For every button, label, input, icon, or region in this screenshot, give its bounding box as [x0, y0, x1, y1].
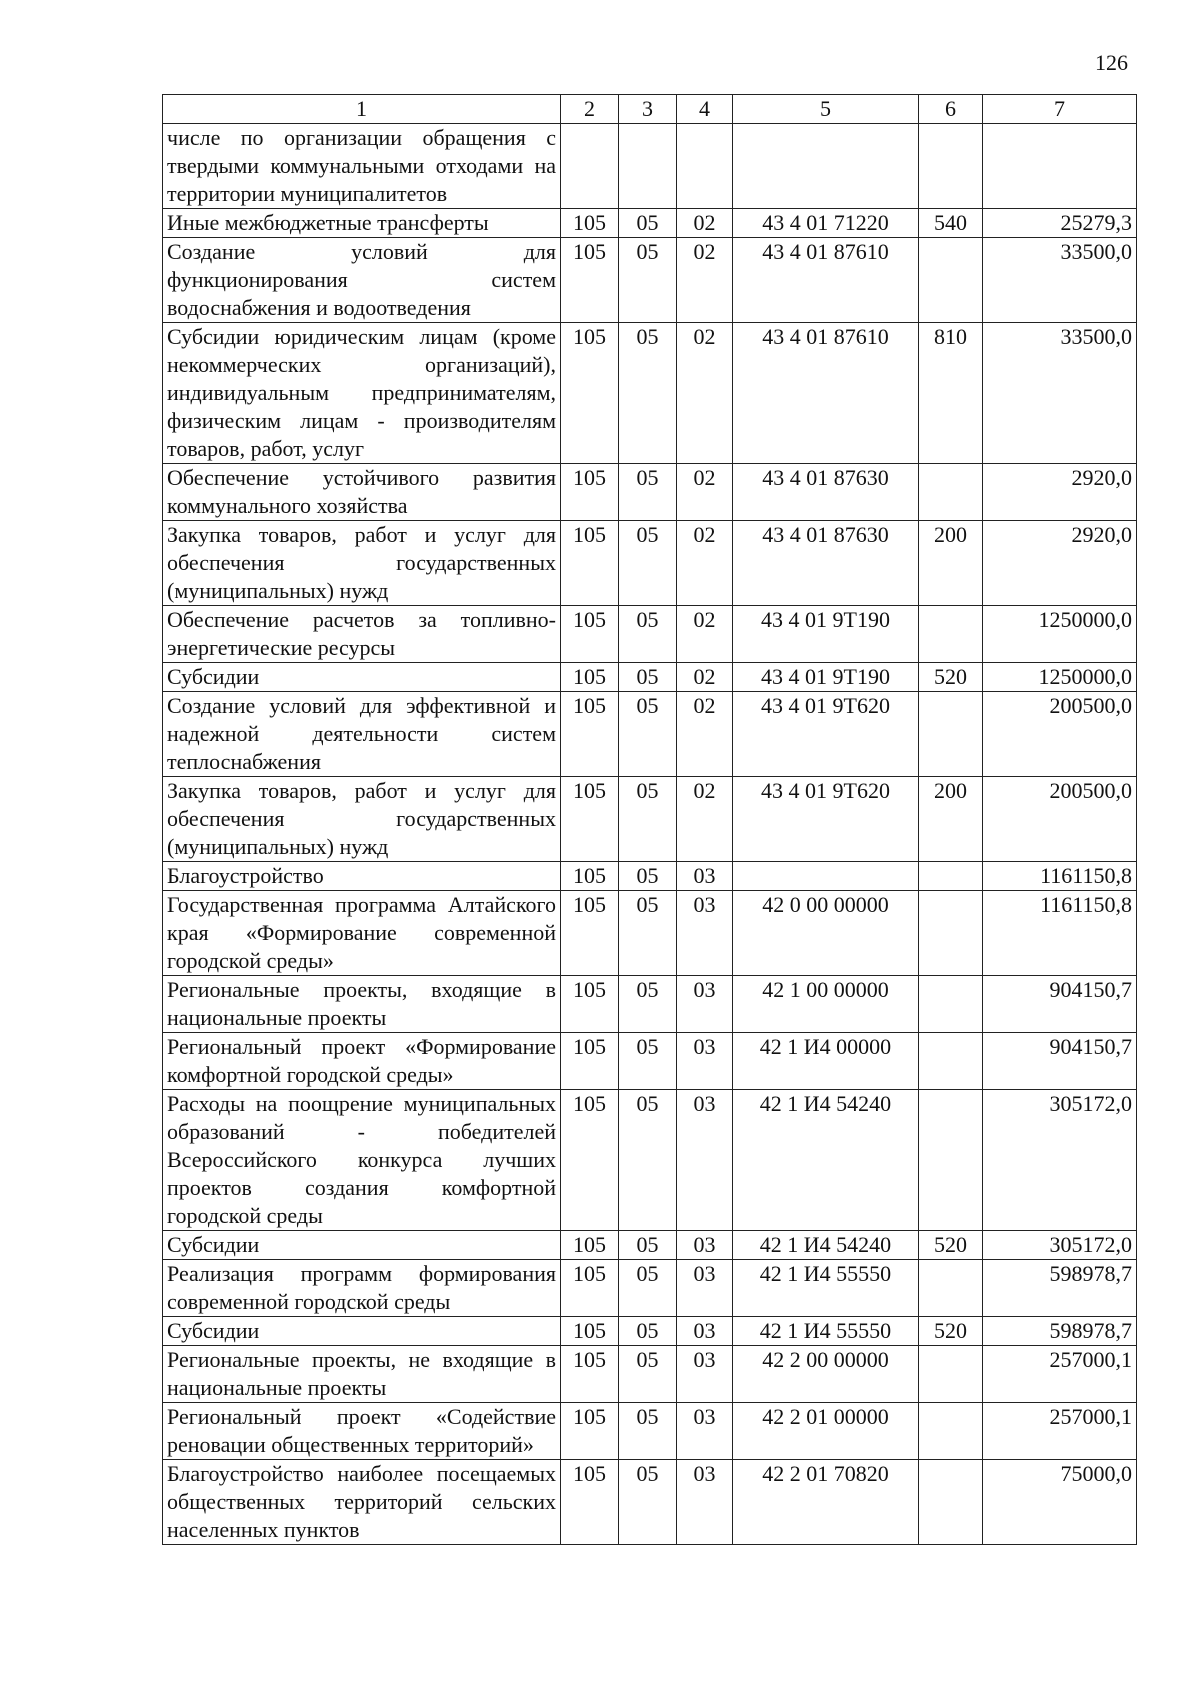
table-row — [163, 1403, 1137, 1460]
ministry-code-cell: 105 — [561, 209, 619, 238]
column-header-2: 2 — [561, 95, 619, 124]
table-row — [163, 777, 1137, 862]
target-article-cell: 42 1 00 00000 — [733, 976, 919, 1033]
ministry-code-cell: 105 — [561, 862, 619, 891]
ministry-code-cell: 105 — [561, 1403, 619, 1460]
target-article-cell: 42 1 И4 00000 — [733, 1033, 919, 1090]
amount-cell: 305172,0 — [983, 1090, 1137, 1231]
expense-name-cell: Создание условий для эффективной и надежной деятельности систем теплоснабжения — [163, 692, 561, 777]
target-article-cell: 42 2 01 70820 — [733, 1460, 919, 1545]
target-article-cell: 43 4 01 87630 — [733, 464, 919, 521]
section-code-cell: 05 — [619, 1460, 677, 1545]
amount-cell: 598978,7 — [983, 1260, 1137, 1317]
section-code-cell: 05 — [619, 777, 677, 862]
expense-type-cell — [919, 1460, 983, 1545]
amount-cell: 1250000,0 — [983, 663, 1137, 692]
target-article-cell: 43 4 01 9Т190 — [733, 606, 919, 663]
expense-type-cell: 520 — [919, 1231, 983, 1260]
ministry-code-cell: 105 — [561, 1090, 619, 1231]
table-row — [163, 1460, 1137, 1545]
target-article-cell: 42 2 01 00000 — [733, 1403, 919, 1460]
budget-table — [162, 94, 1137, 1545]
amount-cell: 904150,7 — [983, 976, 1137, 1033]
table-row — [163, 862, 1137, 891]
subsection-code-cell: 03 — [677, 1260, 733, 1317]
expense-name-cell: Закупка товаров, работ и услуг для обеспечения государственных (муниципальных) нужд — [163, 521, 561, 606]
table-row — [163, 1033, 1137, 1090]
subsection-code-cell: 03 — [677, 1033, 733, 1090]
ministry-code-cell: 105 — [561, 777, 619, 862]
section-code-cell: 05 — [619, 976, 677, 1033]
amount-cell: 33500,0 — [983, 323, 1137, 464]
ministry-code-cell: 105 — [561, 663, 619, 692]
subsection-code-cell: 03 — [677, 1403, 733, 1460]
expense-type-cell — [919, 606, 983, 663]
ministry-code-cell: 105 — [561, 1231, 619, 1260]
expense-name-cell: Региональные проекты, не входящие в национальные проекты — [163, 1346, 561, 1403]
amount-cell: 25279,3 — [983, 209, 1137, 238]
target-article-cell: 43 4 01 9Т190 — [733, 663, 919, 692]
ministry-code-cell: 105 — [561, 323, 619, 464]
table-row — [163, 209, 1137, 238]
section-code-cell: 05 — [619, 1346, 677, 1403]
subsection-code-cell: 02 — [677, 521, 733, 606]
target-article-cell: 43 4 01 87630 — [733, 521, 919, 606]
amount-cell: 2920,0 — [983, 521, 1137, 606]
expense-name-cell: Расходы на поощрение муниципальных образований - победителей Всероссийского конкурса лучших проектов создания комфортной городской среды — [163, 1090, 561, 1231]
expense-name-cell: Региональный проект «Формирование комфортной городской среды» — [163, 1033, 561, 1090]
expense-name-cell: числе по организации обращения с твердыми коммунальными отходами на территории муниципалитетов — [163, 124, 561, 209]
ministry-code-cell: 105 — [561, 891, 619, 976]
amount-cell: 33500,0 — [983, 238, 1137, 323]
expense-name-cell: Реализация программ формирования современной городской среды — [163, 1260, 561, 1317]
ministry-code-cell: 105 — [561, 1317, 619, 1346]
subsection-code-cell: 03 — [677, 1460, 733, 1545]
section-code-cell: 05 — [619, 1403, 677, 1460]
subsection-code-cell: 02 — [677, 209, 733, 238]
section-code-cell: 05 — [619, 1090, 677, 1231]
section-code-cell: 05 — [619, 891, 677, 976]
amount-cell: 257000,1 — [983, 1346, 1137, 1403]
expense-name-cell: Субсидии — [163, 663, 561, 692]
target-article-cell: 42 0 00 00000 — [733, 891, 919, 976]
expense-name-cell: Закупка товаров, работ и услуг для обеспечения государственных (муниципальных) нужд — [163, 777, 561, 862]
ministry-code-cell: 105 — [561, 976, 619, 1033]
table-row — [163, 238, 1137, 323]
section-code-cell: 05 — [619, 323, 677, 464]
target-article-cell — [733, 124, 919, 209]
expense-type-cell: 810 — [919, 323, 983, 464]
amount-cell: 200500,0 — [983, 777, 1137, 862]
subsection-code-cell: 02 — [677, 323, 733, 464]
table-row — [163, 692, 1137, 777]
expense-type-cell — [919, 1403, 983, 1460]
subsection-code-cell: 02 — [677, 663, 733, 692]
target-article-cell: 43 4 01 87610 — [733, 238, 919, 323]
expense-name-cell: Иные межбюджетные трансферты — [163, 209, 561, 238]
subsection-code-cell — [677, 124, 733, 209]
subsection-code-cell: 03 — [677, 862, 733, 891]
amount-cell: 257000,1 — [983, 1403, 1137, 1460]
expense-name-cell: Государственная программа Алтайского края «Формирование современной городской среды» — [163, 891, 561, 976]
expense-type-cell — [919, 1090, 983, 1231]
expense-type-cell — [919, 464, 983, 521]
expense-type-cell — [919, 692, 983, 777]
expense-type-cell — [919, 1033, 983, 1090]
subsection-code-cell: 03 — [677, 1346, 733, 1403]
table-row — [163, 323, 1137, 464]
table-row — [163, 464, 1137, 521]
target-article-cell — [733, 862, 919, 891]
target-article-cell: 42 1 И4 54240 — [733, 1231, 919, 1260]
subsection-code-cell: 02 — [677, 777, 733, 862]
subsection-code-cell: 02 — [677, 238, 733, 323]
page-number: 126 — [1095, 50, 1128, 75]
expense-name-cell: Обеспечение расчетов за топливно-энергетические ресурсы — [163, 606, 561, 663]
expense-type-cell: 200 — [919, 521, 983, 606]
expense-name-cell: Субсидии юридическим лицам (кроме некоммерческих организаций), индивидуальным предпринимателям, физическим лицам - производителям товаров, работ, услуг — [163, 323, 561, 464]
subsection-code-cell: 03 — [677, 1090, 733, 1231]
table-row — [163, 976, 1137, 1033]
section-code-cell: 05 — [619, 209, 677, 238]
ministry-code-cell: 105 — [561, 1460, 619, 1545]
table-body — [163, 124, 1137, 1545]
ministry-code-cell — [561, 124, 619, 209]
ministry-code-cell: 105 — [561, 692, 619, 777]
table-row — [163, 1231, 1137, 1260]
target-article-cell: 42 1 И4 55550 — [733, 1260, 919, 1317]
table-header — [163, 95, 1137, 124]
target-article-cell: 43 4 01 9Т620 — [733, 777, 919, 862]
column-header-1: 1 — [163, 95, 561, 124]
target-article-cell: 42 1 И4 55550 — [733, 1317, 919, 1346]
target-article-cell: 42 2 00 00000 — [733, 1346, 919, 1403]
amount-cell: 305172,0 — [983, 1231, 1137, 1260]
expense-name-cell: Субсидии — [163, 1317, 561, 1346]
expense-type-cell — [919, 862, 983, 891]
expense-name-cell: Региональные проекты, входящие в национальные проекты — [163, 976, 561, 1033]
expense-name-cell: Обеспечение устойчивого развития коммунального хозяйства — [163, 464, 561, 521]
expense-type-cell — [919, 238, 983, 323]
amount-cell: 200500,0 — [983, 692, 1137, 777]
section-code-cell: 05 — [619, 464, 677, 521]
expense-type-cell: 520 — [919, 663, 983, 692]
expense-type-cell: 200 — [919, 777, 983, 862]
expense-name-cell: Благоустройство наиболее посещаемых общественных территорий сельских населенных пунктов — [163, 1460, 561, 1545]
column-header-3: 3 — [619, 95, 677, 124]
expense-type-cell — [919, 976, 983, 1033]
table-row — [163, 521, 1137, 606]
ministry-code-cell: 105 — [561, 1033, 619, 1090]
amount-cell: 904150,7 — [983, 1033, 1137, 1090]
section-code-cell: 05 — [619, 1317, 677, 1346]
table-row — [163, 1260, 1137, 1317]
amount-cell — [983, 124, 1137, 209]
target-article-cell: 43 4 01 87610 — [733, 323, 919, 464]
section-code-cell: 05 — [619, 1231, 677, 1260]
ministry-code-cell: 105 — [561, 606, 619, 663]
ministry-code-cell: 105 — [561, 1260, 619, 1317]
section-code-cell: 05 — [619, 692, 677, 777]
expense-type-cell — [919, 124, 983, 209]
section-code-cell: 05 — [619, 862, 677, 891]
section-code-cell: 05 — [619, 663, 677, 692]
column-header-6: 6 — [919, 95, 983, 124]
amount-cell: 75000,0 — [983, 1460, 1137, 1545]
target-article-cell: 42 1 И4 54240 — [733, 1090, 919, 1231]
column-header-4: 4 — [677, 95, 733, 124]
subsection-code-cell: 03 — [677, 1231, 733, 1260]
expense-name-cell: Субсидии — [163, 1231, 561, 1260]
subsection-code-cell: 03 — [677, 976, 733, 1033]
expense-type-cell: 520 — [919, 1317, 983, 1346]
expense-type-cell: 540 — [919, 209, 983, 238]
amount-cell: 2920,0 — [983, 464, 1137, 521]
expense-name-cell: Региональный проект «Содействие реновации общественных территорий» — [163, 1403, 561, 1460]
subsection-code-cell: 02 — [677, 606, 733, 663]
column-header-7: 7 — [983, 95, 1137, 124]
section-code-cell: 05 — [619, 238, 677, 323]
expense-type-cell — [919, 1260, 983, 1317]
amount-cell: 1161150,8 — [983, 891, 1137, 976]
section-code-cell — [619, 124, 677, 209]
table-row — [163, 891, 1137, 976]
table-row — [163, 606, 1137, 663]
target-article-cell: 43 4 01 71220 — [733, 209, 919, 238]
subsection-code-cell: 03 — [677, 891, 733, 976]
expense-name-cell: Создание условий для функционирования систем водоснабжения и водоотведения — [163, 238, 561, 323]
header-row — [163, 95, 1137, 124]
section-code-cell: 05 — [619, 1260, 677, 1317]
table-row — [163, 1317, 1137, 1346]
table-row — [163, 124, 1137, 209]
table-row — [163, 1090, 1137, 1231]
ministry-code-cell: 105 — [561, 238, 619, 323]
target-article-cell: 43 4 01 9Т620 — [733, 692, 919, 777]
section-code-cell: 05 — [619, 521, 677, 606]
subsection-code-cell: 02 — [677, 692, 733, 777]
amount-cell: 598978,7 — [983, 1317, 1137, 1346]
ministry-code-cell: 105 — [561, 464, 619, 521]
ministry-code-cell: 105 — [561, 1346, 619, 1403]
expense-type-cell — [919, 891, 983, 976]
section-code-cell: 05 — [619, 1033, 677, 1090]
column-header-5: 5 — [733, 95, 919, 124]
section-code-cell: 05 — [619, 606, 677, 663]
subsection-code-cell: 03 — [677, 1317, 733, 1346]
ministry-code-cell: 105 — [561, 521, 619, 606]
expense-name-cell: Благоустройство — [163, 862, 561, 891]
amount-cell: 1250000,0 — [983, 606, 1137, 663]
expense-type-cell — [919, 1346, 983, 1403]
table-row — [163, 663, 1137, 692]
subsection-code-cell: 02 — [677, 464, 733, 521]
amount-cell: 1161150,8 — [983, 862, 1137, 891]
table-row — [163, 1346, 1137, 1403]
